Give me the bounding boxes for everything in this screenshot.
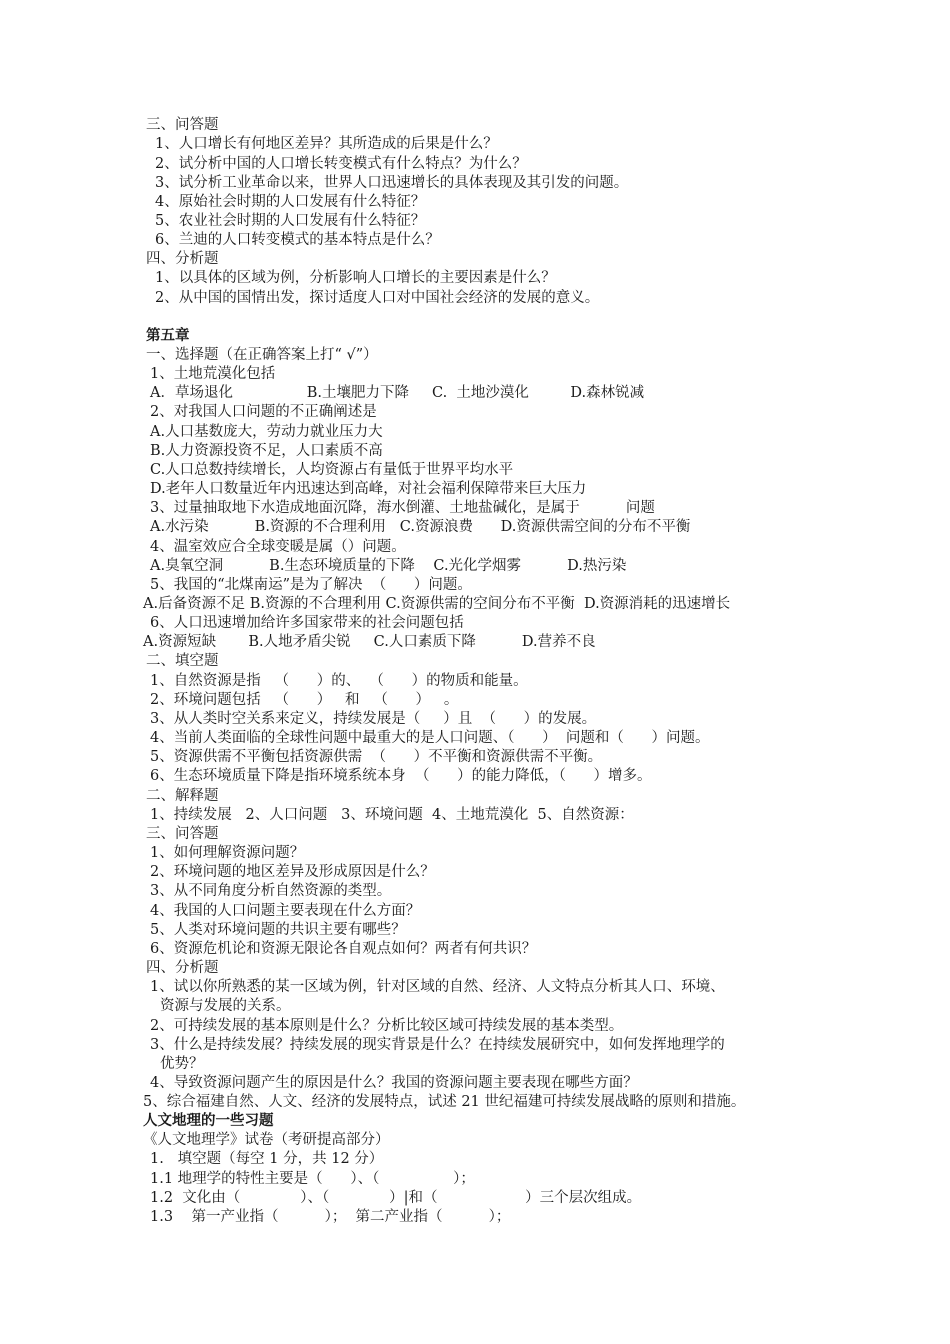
question-line: 2、从中国的国情出发，探讨适度人口对中国社会经济的发展的意义。	[155, 290, 600, 306]
section-heading-choice: 一、选择题（在正确答案上打“ √”）	[146, 347, 378, 363]
question-line: 3、试分析工业革命以来，世界人口迅速增长的具体表现及其引发的问题。	[155, 175, 629, 191]
question-line: 4、原始社会时期的人口发展有什么特征？	[155, 194, 426, 210]
choice-line: D.老年人口数量近年内迅速达到高峰，对社会福利保障带来巨大压力	[150, 481, 587, 497]
question-line: 6、资源危机论和资源无限论各自观点如何？两者有何共识？	[150, 941, 537, 957]
exam-line: 1.2 文化由（ ）、（ ）|和（ ）三个层次组成。	[150, 1190, 642, 1206]
choice-line: 6、人口迅速增加给许多国家带来的社会问题包括	[150, 615, 464, 631]
analysis-line: 优势？	[160, 1056, 204, 1072]
choice-line: A.后备资源不足 B.资源的不合理利用 C.资源供需的空间分布不平衡 D.资源消耗的迅速增长	[143, 596, 731, 612]
fill-line: 3、从人类时空关系来定义，持续发展是（ ）且 （ ）的发展。	[150, 711, 597, 727]
analysis-line: 3、什么是持续发展？持续发展的现实背景是什么？在持续发展研究中，如何发挥地理学的	[150, 1037, 725, 1053]
exercise-title: 人文地理的一些习题	[143, 1113, 274, 1129]
section-heading-qa: 三、问答题	[146, 117, 219, 133]
chapter-title: 第五章	[146, 328, 190, 344]
choice-line: A.臭氧空洞 B.生态环境质量的下降 C.光化学烟雾 D.热污染	[150, 558, 627, 574]
choice-line: 4、温室效应合全球变暖是属（）问题。	[150, 539, 406, 555]
analysis-line: 4、导致资源问题产生的原因是什么？我国的资源问题主要表现在哪些方面？	[150, 1075, 638, 1091]
question-line: 6、兰迪的人口转变模式的基本特点是什么？	[155, 232, 440, 248]
question-line: 3、从不同角度分析自然资源的类型。	[150, 883, 392, 899]
section-heading-analysis: 四、分析题	[146, 960, 219, 976]
section-heading-analysis: 四、分析题	[146, 251, 219, 267]
choice-line: C.人口总数持续增长，人均资源占有量低于世界平均水平	[150, 462, 514, 478]
exam-line: 1. 填空题（每空 1 分，共 12 分）	[150, 1151, 384, 1167]
question-line: 1、如何理解资源问题？	[150, 845, 305, 861]
question-line: 1、人口增长有何地区差异？其所造成的后果是什么？	[155, 136, 498, 152]
fill-line: 6、生态环境质量下降是指环境系统本身 （ ）的能力降低，（ ）增多。	[150, 768, 652, 784]
exam-line: 1.3 第一产业指（ ）； 第二产业指（ ）；	[150, 1209, 511, 1225]
question-line: 2、环境问题的地区差异及形成原因是什么？	[150, 864, 435, 880]
fill-line: 5、资源供需不平衡包括资源供需 （ ）不平衡和资源供需不平衡。	[150, 749, 603, 765]
choice-line: A.资源短缺 B.人地矛盾尖锐 C.人口素质下降 D.营养不良	[143, 634, 596, 650]
choice-line: A.人口基数庞大，劳动力就业压力大	[150, 424, 383, 440]
explain-line: 1、持续发展 2、人口问题 3、环境问题 4、土地荒漠化 5、自然资源：	[150, 807, 634, 823]
section-heading-qa: 三、问答题	[146, 826, 219, 842]
question-line: 5、农业社会时期的人口发展有什么特征？	[155, 213, 426, 229]
question-line: 1、以具体的区域为例，分析影响人口增长的主要因素是什么？	[155, 270, 556, 286]
analysis-line: 5、综合福建自然、人文、经济的发展特点，试述 21 世纪福建可持续发展战略的原则和措施。	[143, 1094, 746, 1110]
section-heading-explain: 二、解释题	[146, 788, 219, 804]
choice-line: 5、我国的“北煤南运”是为了解决 （ ）问题。	[150, 577, 472, 593]
exam-title: 《人文地理学》试卷（考研提高部分）	[143, 1132, 390, 1148]
analysis-line: 资源与发展的关系。	[160, 998, 291, 1014]
fill-line: 2、环境问题包括 （ ） 和 （ ） 。	[150, 692, 459, 708]
exam-line: 1.1 地理学的特性主要是（ ）、（ ）；	[150, 1171, 475, 1187]
choice-line: A．草场退化 B.土壤肥力下降 C. 土地沙漠化 D.森林锐减	[150, 385, 645, 401]
fill-line: 4、当前人类面临的全球性问题中最重大的是人口问题、（ ） 问题和（ ）问题。	[150, 730, 710, 746]
choice-line: 3、过量抽取地下水造成地面沉降，海水倒灌、土地盐碱化，是属于 问题	[150, 500, 655, 516]
question-line: 4、我国的人口问题主要表现在什么方面？	[150, 903, 421, 919]
analysis-line: 1、试以你所熟悉的某一区域为例，针对区域的自然、经济、人文特点分析其人口、环境、	[150, 979, 725, 995]
choice-line: B.人力资源投资不足，人口素质不高	[150, 443, 383, 459]
choice-line: 2、对我国人口问题的不正确阐述是	[150, 404, 377, 420]
analysis-line: 2、可持续发展的基本原则是什么？分析比较区域可持续发展的基本类型。	[150, 1018, 624, 1034]
question-line: 2、试分析中国的人口增长转变模式有什么特点？为什么？	[155, 156, 527, 172]
question-line: 5、人类对环境问题的共识主要有哪些？	[150, 922, 406, 938]
section-heading-fill: 二、填空题	[146, 653, 219, 669]
choice-line: A.水污染 B.资源的不合理利用 C.资源浪费 D.资源供需空间的分布不平衡	[150, 519, 691, 535]
choice-line: 1、土地荒漠化包括	[150, 366, 276, 382]
fill-line: 1、自然资源是指 （ ）的、 （ ）的物质和能量。	[150, 673, 528, 689]
